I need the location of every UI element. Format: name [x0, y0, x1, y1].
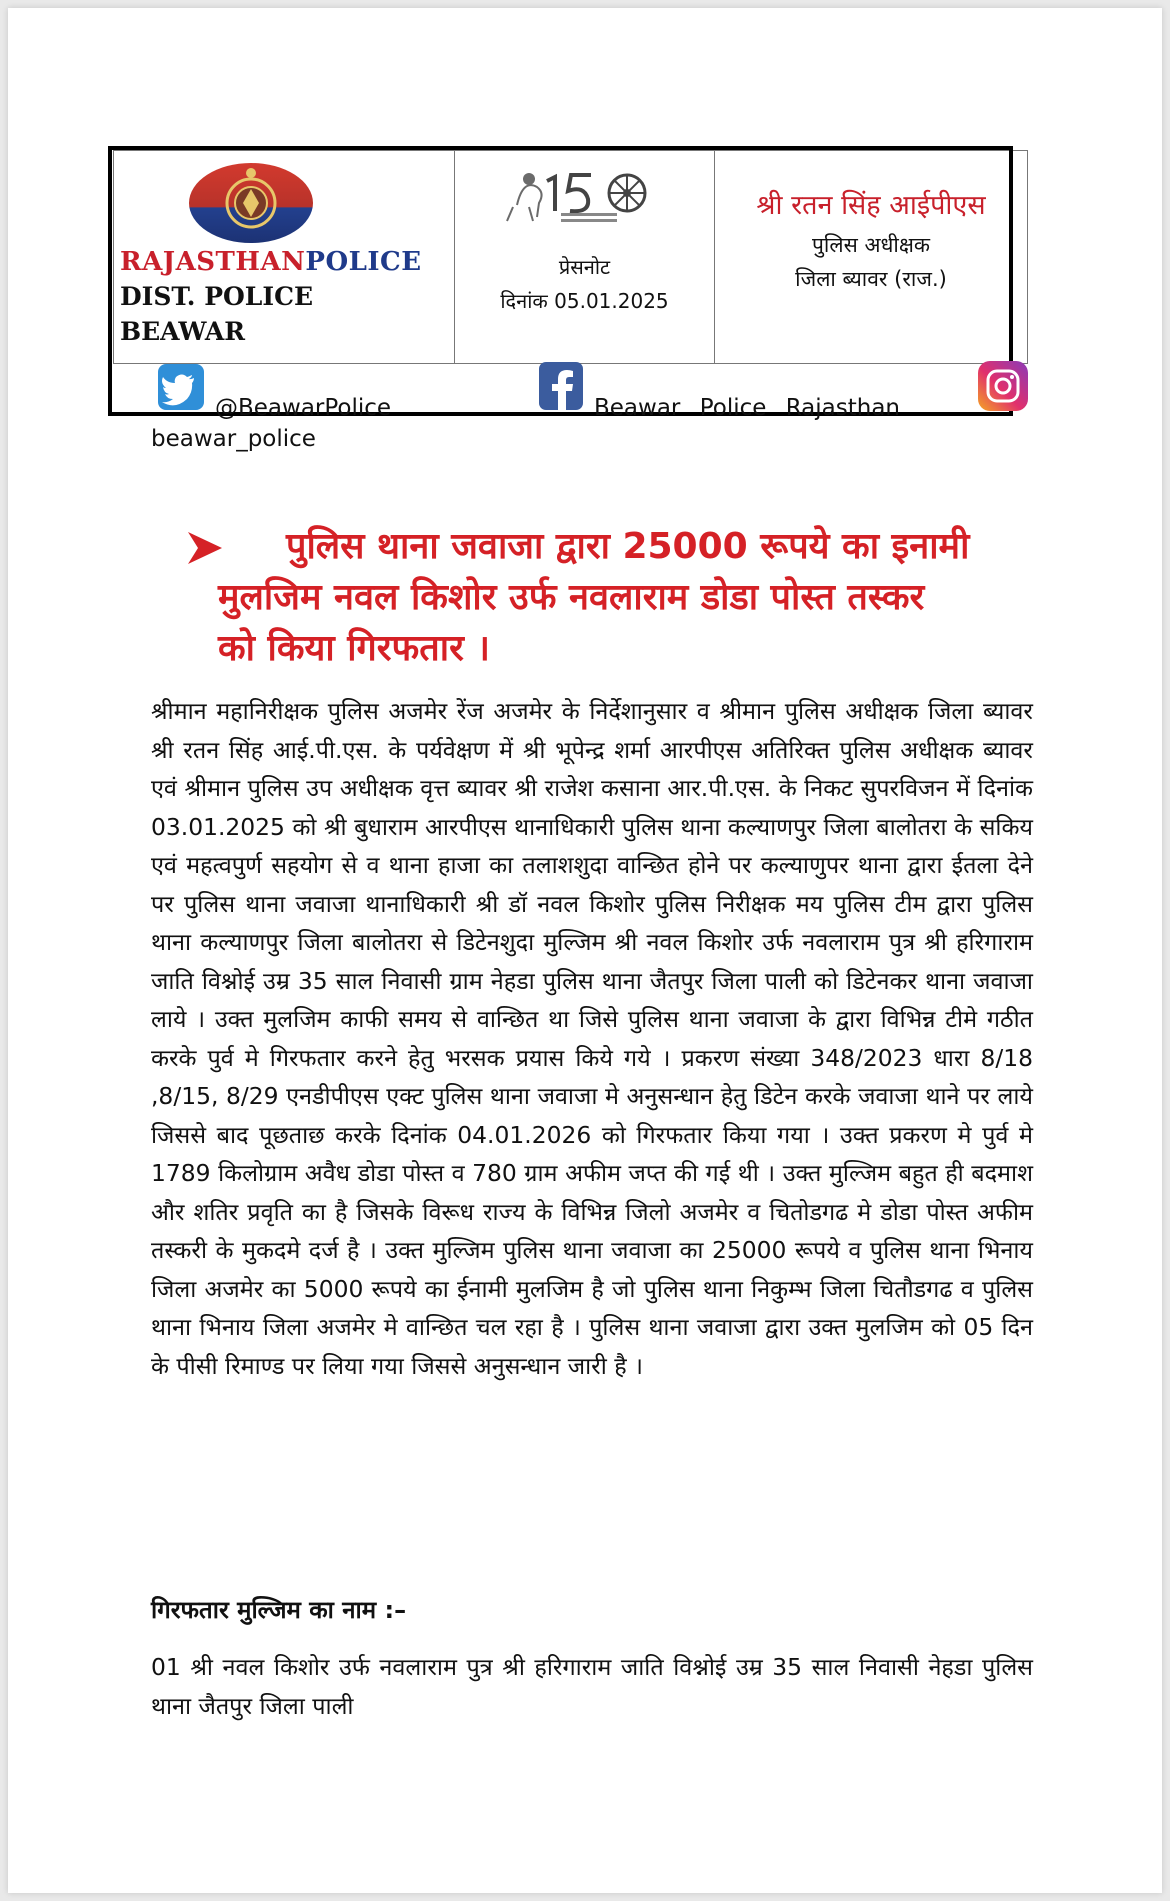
headline-line: को किया गिरफतार । — [218, 628, 491, 669]
press-note-date: दिनांक 05.01.2025 — [500, 289, 669, 313]
instagram-handle[interactable]: beawar_police — [151, 426, 316, 452]
headline — [218, 521, 1033, 674]
arrested-entry: 01 श्री नवल किशोर उर्फ नवलाराम पुत्र श्री हरिगाराम जाति विश्नोई उम्र 35 साल निवासी नेहडा पुलिस थाना जैतपुर जिला पाली — [151, 1653, 1033, 1720]
facebook-icon[interactable] — [539, 362, 583, 410]
twitter-handle[interactable]: @BeawarPolice — [215, 395, 392, 421]
press-note-page — [8, 8, 1162, 1893]
press-note-label: प्रेसनोट — [558, 255, 611, 279]
officer-name: श्री रतन सिंह आईपीएस — [756, 190, 986, 221]
district-label: BEAWAR — [120, 317, 245, 346]
body-paragraph: श्रीमान महानिरीक्षक पुलिस अजमेर रेंज अजमेर के निर्देशानुसार व श्रीमान पुलिस अधीक्षक जिला ब्यावर श्री रतन सिंह आई.पी.एस. के पर्यवेक्षण में श्री भूपेन्द्र शर्मा आरपीएस अतिरिक्त पुलिस अधीक्षक ब्यावर एवं श्रीमान पुलिस उप अधीक्षक वृत्त ब्यावर श्री राजेश कसाना आर.पी.एस. के निकट सुपरविजन में दिनांक 03.01.2025 को श्री बुधाराम आरपीएस थानाधिकारी पुलिस थाना कल्याणपुर जिला बालोतरा के सकिय एवं महत्वपुर्ण सहयोग से व थाना हाजा का तलाशशुदा वान्छित होने पर कल्याणुपर थाना द्वारा ईतला देने पर पुलिस थाना जवाजा थानाधिकारी श्री डॉ नवल किशोर पुलिस निरीक्षक मय पुलिस टीम द्वारा पुलिस थाना कल्याणपुर जिला बालोतरा से डिटेनशुदा मुल्जिम श्री नवल किशोर उर्फ नवलाराम पुत्र श्री हरिगाराम जाति विश्नोई उम्र 35 साल निवासी ग्राम नेहडा पुलिस थाना जैतपुर जिला पाली को डिटेनकर थाना जवाजा लाये । उक्त मुलजिम काफी समय से वान्छित था जिसे पुलिस थाना जवाजा के द्वारा विभिन्न टीमे गठीत करके पुर्व मे गिरफतार करने हेतु भरसक प्रयास किये गये । प्रकरण संख्या 348/2023 धारा 8/18 ,8/15, 8/29 एनडीपीएस एक्ट पुलिस थाना जवाजा मे अनुसन्धान हेतु डिटेन करके जवाजा थाने पर लाये जिससे बाद पूछताछ करके दिनांक 04.01.2026 को गिरफतार किया गया । उक्त प्रकरण मे पुर्व मे 1789 किलोग्राम अवैध डोडा पोस्त व 780 ग्राम अफीम जप्त की गई थी । उक्त मुल्जिम बहुत ही बदमाश और शतिर प्रवृति का है जिसके विरूध राज्य के विभिन्न जिलो अजमेर व चितोडगढ मे डोडा पोस्त अफीम तस्करी के मुकदमे दर्ज है । उक्त मुल्जिम पुलिस थाना जवाजा का 25000 रूपये व पुलिस थाना भिनाय जिला अजमेर का 5000 रूपये का ईनामी मुलजिम है जो पुलिस थाना निकुम्भ जिला चितौडगढ व पुलिस थाना भिनाय जिला अजमेर मे वान्छित चल रहा है । पुलिस थाना जवाजा द्वारा उक्त मुलजिम को 05 दिन के पीसी रिमाण्ड पर लिया गया जिससे अनुसन्धान जारी है । — [151, 697, 1033, 1380]
headline-line: पुलिस थाना जवाजा द्वारा 25000 रूपये का इनामी — [286, 526, 970, 567]
officer-designation: पुलिस अधीक्षक — [811, 233, 931, 257]
rajasthan-police-wordmark: RAJASTHANPOLICE — [120, 247, 422, 277]
instagram-icon[interactable] — [978, 361, 1028, 411]
twitter-icon[interactable] — [158, 364, 204, 410]
officer-district: जिला ब्यावर (राज.) — [795, 267, 947, 291]
headline-line: मुलजिम नवल किशोर उर्फ नवलाराम डोडा पोस्त तस्कर — [218, 577, 925, 618]
dist-police-label: DIST. POLICE — [120, 282, 314, 311]
facebook-page-name[interactable]: Beawar Police Rajasthan — [594, 395, 901, 421]
arrested-heading: गिरफतार मुल्जिम का नाम :– — [151, 1596, 407, 1624]
